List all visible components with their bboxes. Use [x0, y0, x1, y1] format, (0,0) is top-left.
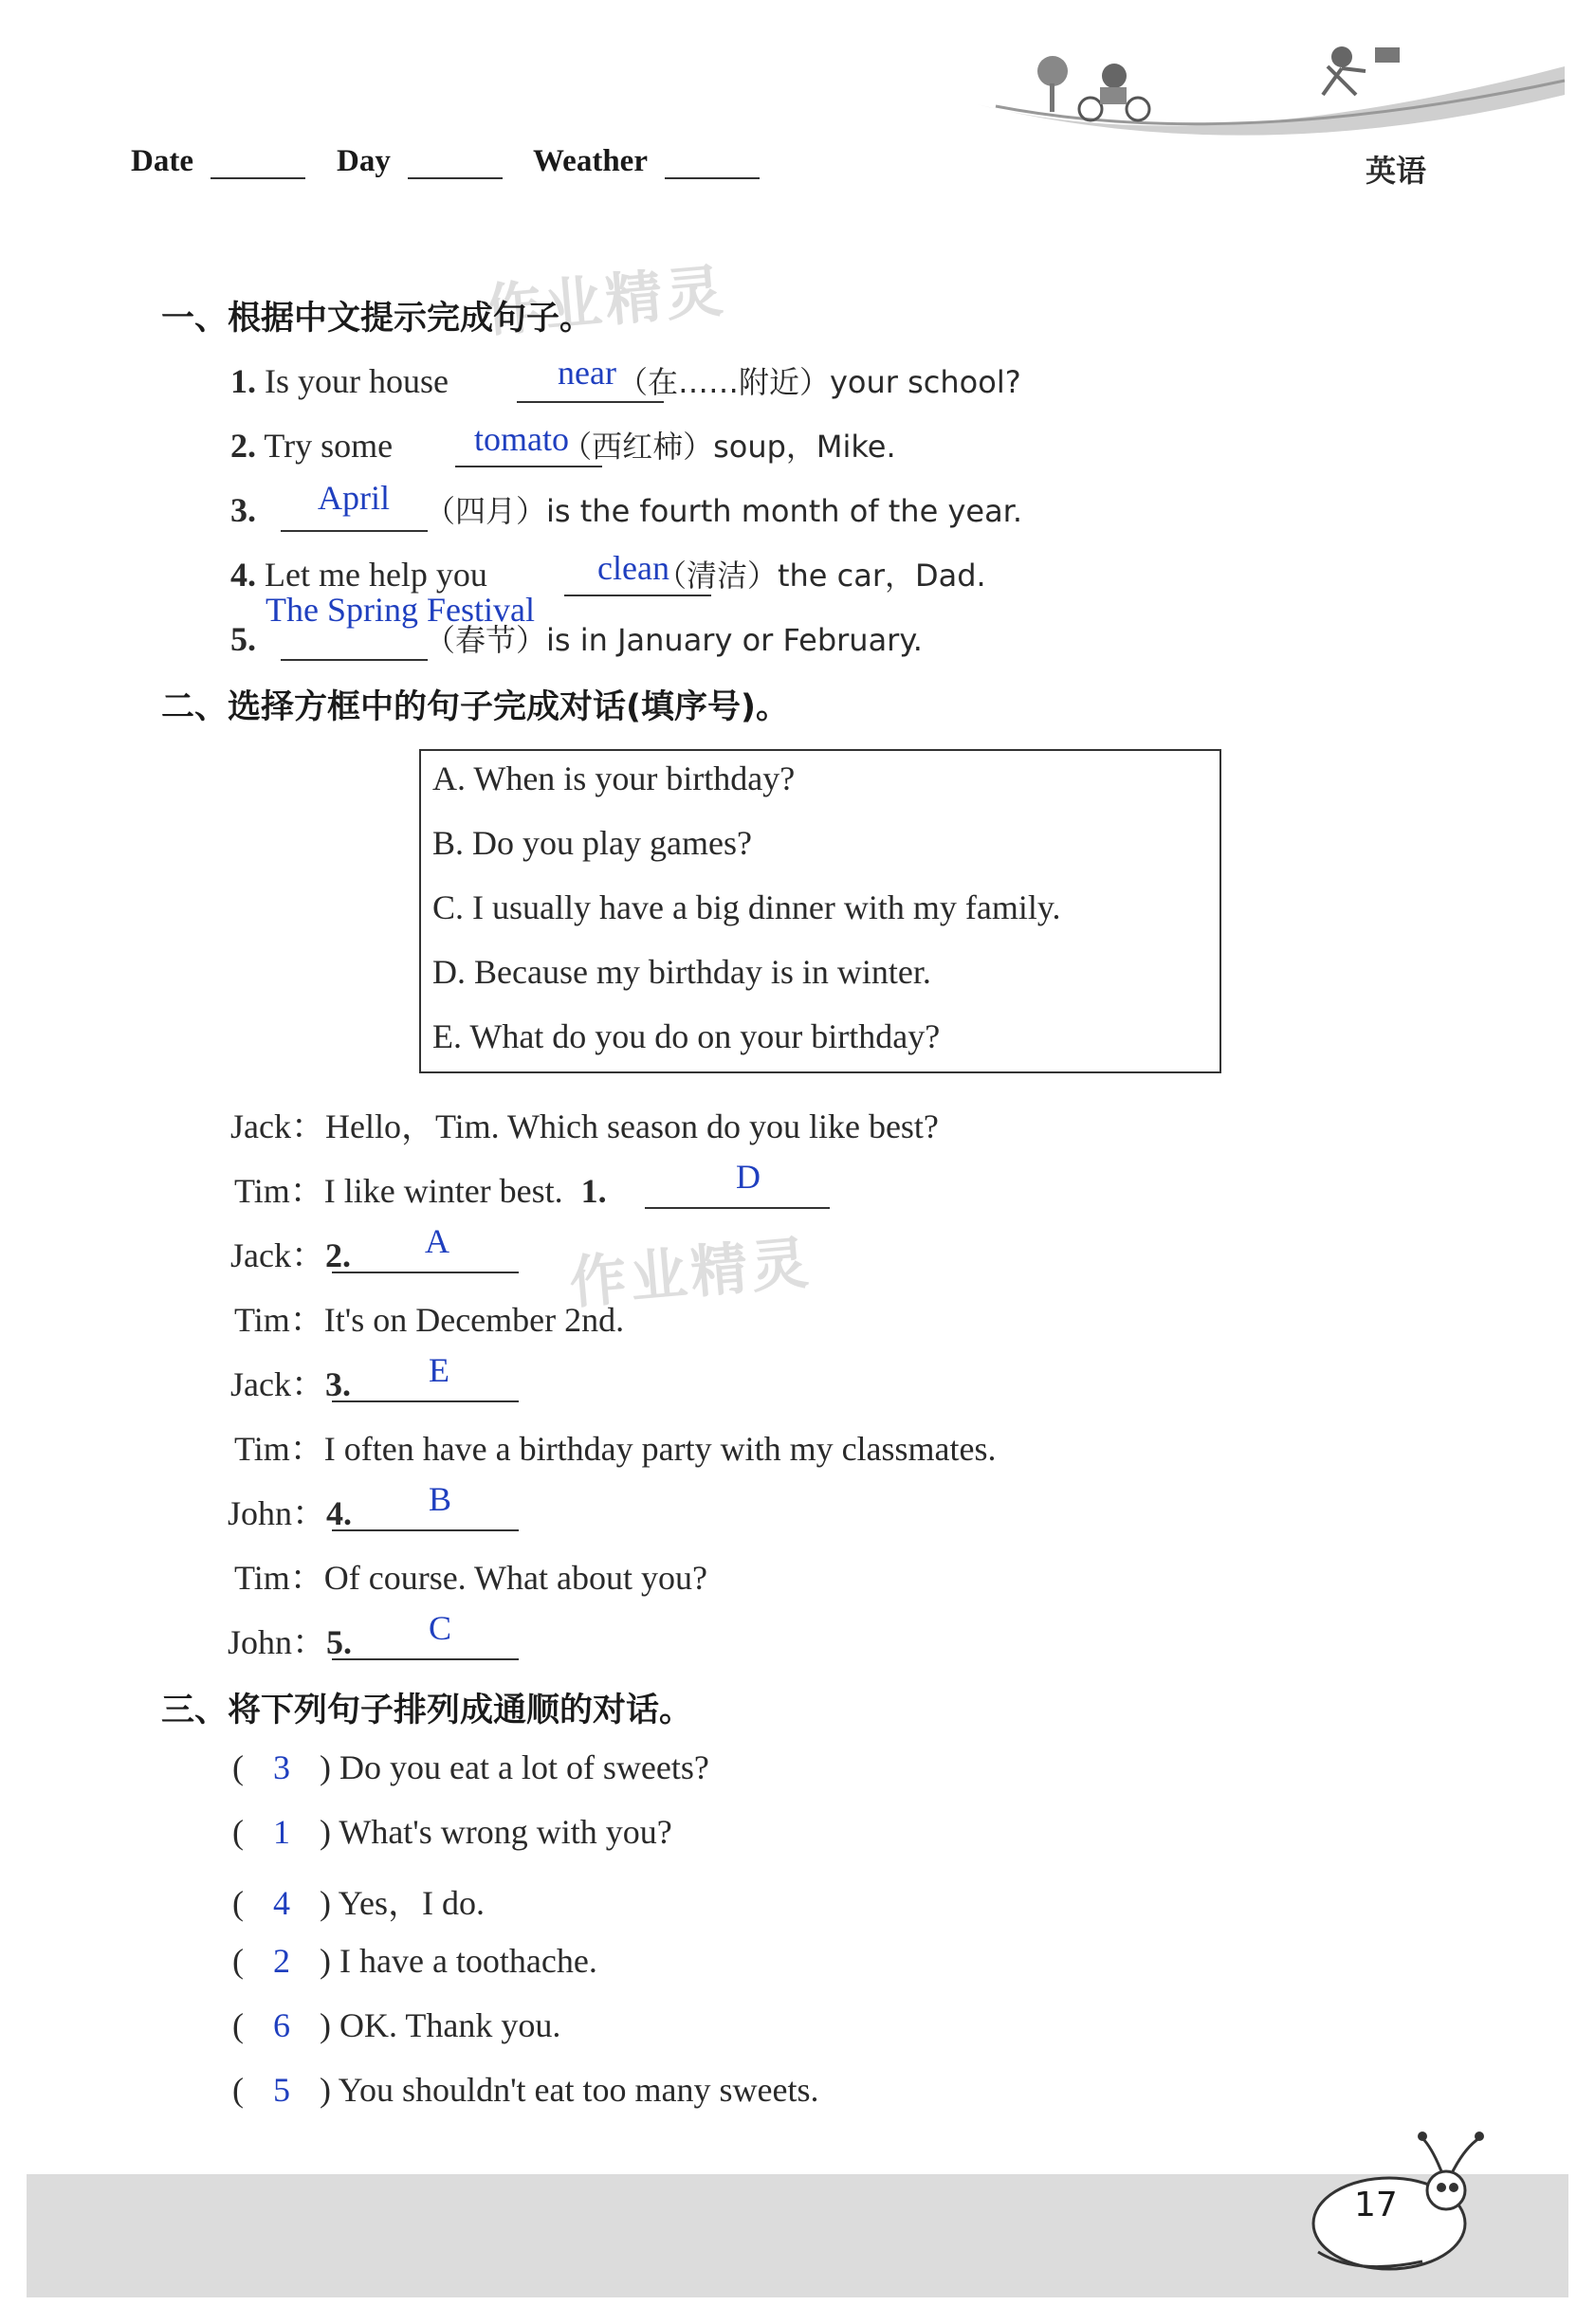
header-illustration — [967, 28, 1574, 152]
dialogue-answer-3: E — [429, 1351, 449, 1389]
dialogue-line-2: Tim：I like winter best. 1. — [234, 1172, 607, 1210]
s1-blank-1 — [517, 401, 664, 403]
section3-title: 三、将下列句子排列成通顺的对话。 — [161, 1692, 693, 1729]
dialogue-blank-4 — [332, 1529, 519, 1531]
option-b: B. Do you play games? — [432, 824, 752, 862]
dialogue-line-6: Tim：I often have a birthday party with my classmates. — [234, 1430, 997, 1468]
s3-order-1: 3 — [273, 1748, 290, 1786]
date-label: Date — [131, 144, 193, 178]
s1-item-3: 3. （四月）is the fourth month of the year. — [230, 491, 1023, 529]
s1-item-4: 4. Let me help you （清洁）the car，Dad. — [230, 556, 986, 594]
s1-item-1: 1. Is your house （在……附近）your school? — [230, 362, 1021, 400]
s3-item-2: ( 1 ) What's wrong with you? — [232, 1813, 672, 1851]
s1-blank-3 — [281, 530, 428, 532]
watermark-middle: 作业精灵 — [566, 1229, 815, 1318]
dialogue-line-5: Jack：3. — [230, 1365, 351, 1403]
weather-label: Weather — [533, 144, 648, 178]
s1-answer-4: clean — [597, 549, 669, 587]
section2-title: 二、选择方框中的句子完成对话(填序号)。 — [161, 688, 789, 726]
dialogue-line-1: Jack：Hello，Tim. Which season do you like best? — [230, 1107, 939, 1145]
option-e: E. What do you do on your birthday? — [432, 1017, 941, 1055]
s3-item-4: ( 2 ) I have a toothache. — [232, 1942, 597, 1980]
page-number: 17 — [1354, 2186, 1398, 2224]
dialogue-blank-5 — [332, 1658, 519, 1660]
option-c: C. I usually have a big dinner with my family. — [432, 888, 1061, 926]
s1-blank-4 — [564, 595, 711, 596]
dialogue-line-7: John：4. — [228, 1494, 353, 1532]
s1-blank-5 — [281, 659, 428, 661]
s3-item-1: ( 3 ) Do you eat a lot of sweets? — [232, 1748, 709, 1786]
s1-answer-2: tomato — [474, 420, 569, 458]
watermark-top: 作业精灵 — [481, 257, 729, 346]
s3-order-5: 6 — [273, 2006, 290, 2044]
day-label: Day — [337, 144, 391, 178]
dialogue-answer-5: C — [429, 1609, 452, 1647]
dialogue-line-3: Jack：2. — [230, 1236, 351, 1274]
option-a: A. When is your birthday? — [432, 759, 796, 797]
s3-order-2: 1 — [273, 1813, 290, 1851]
s1-answer-1: near — [558, 354, 616, 392]
weather-blank — [665, 177, 760, 179]
s3-item-6: ( 5 ) You shouldn't eat too many sweets. — [232, 2071, 819, 2109]
dialogue-answer-2: A — [425, 1222, 449, 1260]
s3-item-5: ( 6 ) OK. Thank you. — [232, 2006, 561, 2044]
s3-order-3: 4 — [273, 1884, 290, 1922]
s1-answer-3: April — [318, 479, 390, 517]
s3-item-3: ( 4 ) Yes，I do. — [232, 1884, 486, 1922]
subject-label: 英语 — [1366, 153, 1427, 189]
date-blank — [211, 177, 305, 179]
option-d: D. Because my birthday is in winter. — [432, 953, 931, 991]
s1-item-2: 2. Try some （西红柿）soup，Mike. — [230, 427, 896, 465]
dialogue-answer-1: D — [736, 1158, 761, 1196]
dialogue-line-9: John：5. — [228, 1623, 353, 1661]
s1-answer-5: The Spring Festival — [266, 591, 535, 629]
dialogue-answer-4: B — [429, 1480, 452, 1518]
snail-icon — [1299, 2110, 1498, 2280]
dialogue-line-4: Tim：It's on December 2nd. — [234, 1301, 625, 1339]
s1-blank-2 — [455, 466, 602, 467]
dialogue-line-8: Tim：Of course. What about you? — [234, 1559, 707, 1597]
day-blank — [408, 177, 503, 179]
dialogue-blank-3 — [332, 1400, 519, 1402]
section1-title: 一、根据中文提示完成句子。 — [161, 300, 594, 338]
s1-item-5: 5. （春节）is in January or February. — [230, 620, 923, 658]
s3-order-4: 2 — [273, 1942, 290, 1980]
dialogue-blank-1 — [645, 1207, 830, 1209]
s3-order-6: 5 — [273, 2071, 290, 2109]
dialogue-blank-2 — [332, 1272, 519, 1273]
